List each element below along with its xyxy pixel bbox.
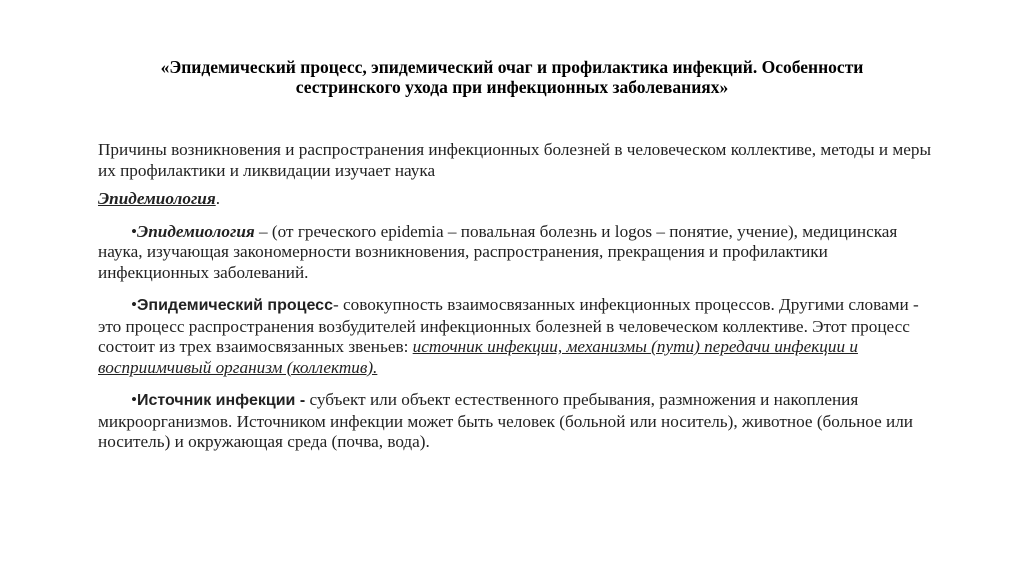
definition-epidemiology xyxy=(98,222,940,284)
definition-epidemiology-text: – (от греческого epidemia – повальная болезнь и logos – понятие, учение), медицинская наука, изучающая закономерности возникновения, распространения, прекращения и профилактики инфекционных заболеваний. xyxy=(98,221,898,282)
bullet-2: • xyxy=(131,295,138,314)
title-line-2: сестринского ухода при инфекционных заболеваниях» xyxy=(295,77,729,97)
intro-paragraph xyxy=(98,140,940,181)
term-epidemiology: Эпидемиология xyxy=(137,221,255,241)
intro-text: Причины возникновения и распространения инфекционных болезней в человеческом коллективе, методы и меры их профилактики и ликвидации изучает наука xyxy=(98,140,932,180)
epidemic-process-links: источник инфекции, механизмы (пути) передачи инфекции и восприимчивый организм (коллектив). xyxy=(98,337,858,377)
science-suffix: . xyxy=(215,189,220,208)
definition-epidemic-process xyxy=(98,295,940,378)
definition-epidemic-process-text: - совокупность взаимосвязанных инфекционных процессов. Другими словами - это процесс распространения возбудителей инфекционных болезней в человеческом коллективе. Этот процесс состоит из трех взаимосвязанных звеньев: xyxy=(98,295,919,356)
slide-content xyxy=(98,140,940,465)
science-name xyxy=(98,189,940,210)
definition-infection-source xyxy=(98,390,940,453)
title-line-1: «Эпидемический процесс, эпидемический очаг и профилактика инфекций. Особенности xyxy=(160,57,864,77)
science-word: Эпидемиология xyxy=(98,189,216,208)
term-infection-source: Источник инфекции - xyxy=(137,392,306,409)
bullet-1: • xyxy=(131,221,138,241)
term-epidemic-process: Эпидемический процесс xyxy=(137,297,333,314)
bullet-3: • xyxy=(131,390,138,409)
slide-title xyxy=(110,57,914,97)
definition-infection-source-text: субъект или объект естественного пребывания, размножения и накопления микроорганизмов. Источником инфекции может быть человек (больной или носитель), животное (больное или носитель) и окружающая среда (почва, вода). xyxy=(98,390,913,451)
